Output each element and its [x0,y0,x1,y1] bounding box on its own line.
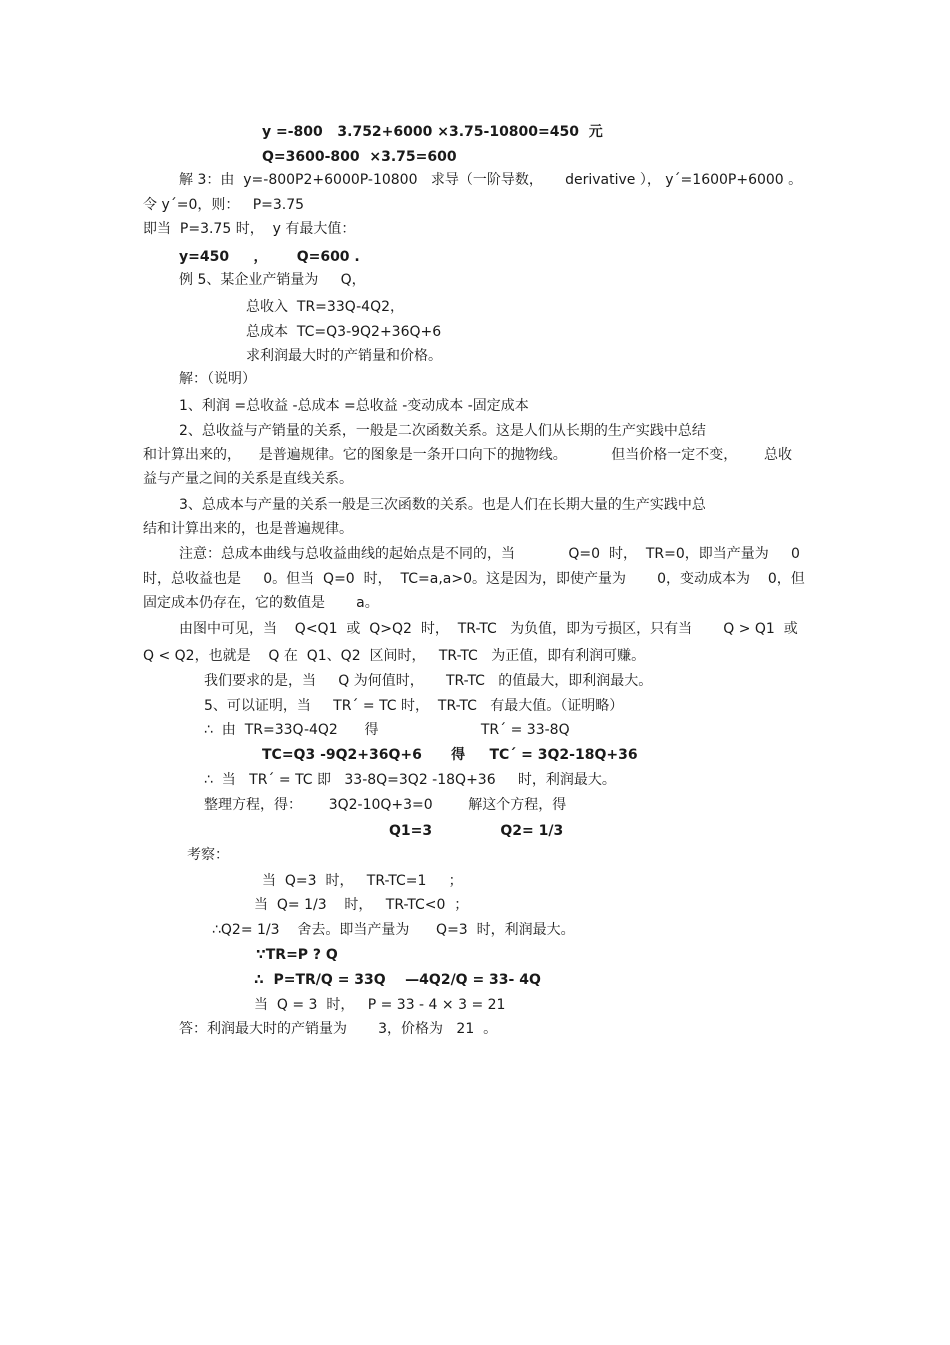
text-line: 例 5、某企业产销量为 Q， [179,272,366,288]
text-line: 解：（说明） [179,371,256,387]
text-line: 令 y´=0，则： P=3.75 [143,197,305,213]
text-line: 1、利润 =总收益 -总成本 =总收益 -变动成本 -固定成本 [179,398,529,414]
text-line: 和计算出来的， 是普遍规律。它的图象是一条开口向下的抛物线。 但当价格一定不变， 总收 [143,447,793,463]
text-line: 5、可以证明，当 TR´ = TC 时， TR-TC 有最大值。（证明略） [204,698,624,714]
text-line: TC=Q3 -9Q2+36Q+6 得 TC´ = 3Q2-18Q+36 [262,747,638,763]
text-line: 答：利润最大时的产销量为 3，价格为 21 。 [179,1021,498,1037]
text-line: 2、总收益与产销量的关系，一般是二次函数关系。这是人们从长期的生产实践中总结 [179,423,706,439]
text-line: y =-800 3.752+6000 ×3.75-10800=450 元 [262,124,603,140]
text-line: 由图中可见，当 Q<Q1 或 Q>Q2 时， TR-TC 为负值，即为亏损区，只有当 Q > Q1 或 [179,621,798,637]
text-line: ∵TR=P ? Q [256,947,338,963]
text-line: ∴ 当 TR´ = TC 即 33-8Q=3Q2 -18Q+36 时，利润最大。 [204,772,616,788]
text-line: 当 Q = 3 时， P = 33 - 4 × 3 = 21 [254,997,506,1013]
text-line: 求利润最大时的产销量和价格。 [246,348,442,364]
text-line: Q1=3 Q2= 1/3 [389,823,564,839]
text-line: ∴ P=TR/Q = 33Q —4Q2/Q = 33- 4Q [254,972,541,988]
text-line: ∴Q2= 1/3 舍去。即当产量为 Q=3 时，利润最大。 [212,922,575,938]
text-line: 总收入 TR=33Q-4Q2， [246,299,405,315]
text-line: Q < Q2，也就是 Q 在 Q1、Q2 区间时， TR-TC 为正值，即有利润可赚。 [143,648,646,664]
text-line: 当 Q= 1/3 时， TR-TC<0 ； [254,897,469,913]
text-line: 3、总成本与产量的关系一般是三次函数的关系。也是人们在长期大量的生产实践中总 [179,497,706,513]
text-line: y=450 ， Q=600 . [179,249,360,265]
text-line: 固定成本仍存在，它的数值是 a。 [143,595,379,611]
text-line: 我们要求的是，当 Q 为何值时， TR-TC 的值最大，即利润最大。 [204,673,653,689]
text-line: 益与产量之间的关系是直线关系。 [143,471,353,487]
text-line: ∴ 由 TR=33Q-4Q2 得 TR´ = 33-8Q [204,722,570,738]
text-line: 当 Q=3 时， TR-TC=1 ； [262,873,463,889]
text-line: 时，总收益也是 0。但当 Q=0 时， TC=a,a>0。这是因为，即使产量为 0，变动成本为 0，但 [143,571,805,587]
text-line: 解 3：由 y=-800P2+6000P-10800 求导（一阶导数， derivative ）， y´=1600P+6000 。 [179,172,803,188]
text-line: 即当 P=3.75 时， y 有最大值： [143,221,356,237]
text-line: 结和计算出来的，也是普遍规律。 [143,521,353,537]
text-line: 考察： [187,847,229,863]
text-line: Q=3600-800 ×3.75=600 [262,149,457,165]
text-line: 整理方程，得： 3Q2-10Q+3=0 解这个方程，得 [204,797,567,813]
text-line: 总成本 TC=Q3-9Q2+36Q+6 [246,324,442,340]
text-line: 注意：总成本曲线与总收益曲线的起始点是不同的，当 Q=0 时， TR=0，即当产量为 0 [179,546,800,562]
